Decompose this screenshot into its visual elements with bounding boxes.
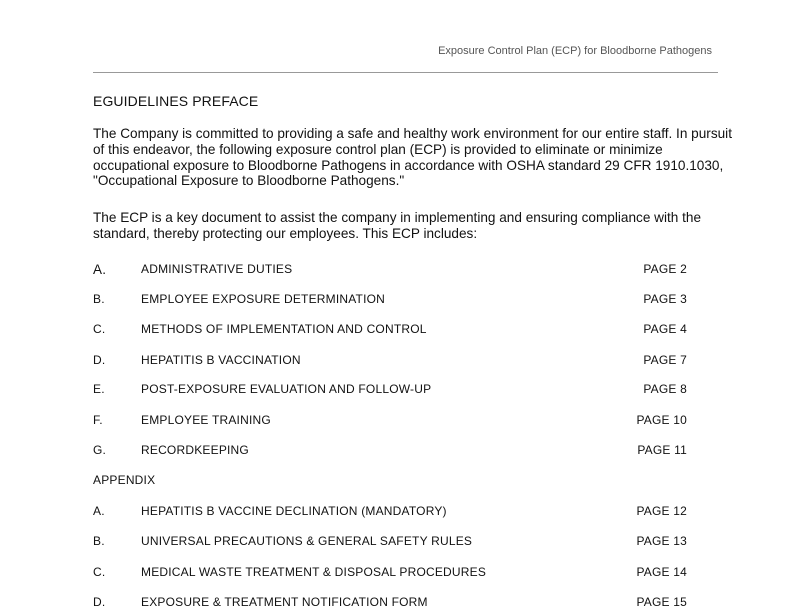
appendix-item-page: PAGE 15 — [636, 595, 687, 609]
toc-item-title: METHODS OF IMPLEMENTATION AND CONTROL — [141, 322, 427, 336]
appendix-item-title: MEDICAL WASTE TREATMENT & DISPOSAL PROCEDURES — [141, 565, 487, 579]
appendix-item-title: EXPOSURE & TREATMENT NOTIFICATION FORM — [141, 595, 428, 609]
toc-item-g — [93, 443, 693, 459]
appendix-item-letter: D. — [93, 595, 106, 609]
toc-item-d — [93, 353, 693, 369]
appendix-item-page: PAGE 13 — [636, 534, 687, 548]
toc-item-page: PAGE 4 — [643, 322, 687, 336]
appendix-heading: APPENDIX — [93, 473, 156, 487]
toc-item-title: POST-EXPOSURE EVALUATION AND FOLLOW-UP — [141, 382, 432, 396]
toc-item-letter: E. — [93, 382, 105, 396]
toc-item-c — [93, 322, 693, 338]
toc-item-page: PAGE 11 — [637, 443, 687, 457]
toc-item-page: PAGE 8 — [643, 382, 687, 396]
toc-item-letter: G. — [93, 443, 107, 457]
toc-item-title: EMPLOYEE EXPOSURE DETERMINATION — [141, 292, 386, 306]
toc-item-b — [93, 292, 693, 308]
section-title: EGUIDELINES PREFACE — [93, 93, 259, 109]
appendix-item-title: UNIVERSAL PRECAUTIONS & GENERAL SAFETY RULES — [141, 534, 473, 548]
appendix-item-b — [93, 534, 693, 550]
toc-item-letter: D. — [93, 353, 106, 367]
appendix-item-letter: B. — [93, 534, 105, 548]
toc-item-page: PAGE 2 — [643, 262, 687, 276]
header-divider — [93, 72, 718, 73]
toc-item-title: EMPLOYEE TRAINING — [141, 413, 271, 427]
toc-item-page: PAGE 10 — [636, 413, 687, 427]
appendix-item-c — [93, 565, 693, 581]
appendix-item-letter: A. — [93, 504, 105, 518]
toc-item-letter: B. — [93, 292, 105, 306]
preface-paragraph-1: The Company is committed to providing a safe and healthy work environment for our entire staff. In pursuit of this endeavor, the following exposure control plan (ECP) is provided to eliminate or minimize occupational exposure to Bloodborne Pathogens in accordance with OSHA standard 29 CFR 1910.1030, "Occupational Exposure to Bloodborne Pathogens." — [93, 126, 732, 189]
appendix-item-title: HEPATITIS B VACCINE DECLINATION (MANDATORY) — [141, 504, 447, 518]
toc-item-title: RECORDKEEPING — [141, 443, 249, 457]
appendix-item-page: PAGE 12 — [636, 504, 687, 518]
appendix-item-letter: C. — [93, 565, 106, 579]
toc-item-title: ADMINISTRATIVE DUTIES — [141, 262, 293, 276]
toc-item-letter: A. — [93, 262, 107, 277]
running-header: Exposure Control Plan (ECP) for Bloodborne Pathogens — [438, 45, 712, 57]
toc-item-letter: F. — [93, 413, 103, 427]
appendix-item-a — [93, 504, 693, 520]
preface-paragraph-2: The ECP is a key document to assist the company in implementing and ensuring compliance with the standard, thereby protecting our employees. This ECP includes: — [93, 210, 702, 241]
appendix-item-d — [93, 595, 693, 611]
toc-item-page: PAGE 7 — [643, 353, 687, 367]
toc-item-title: HEPATITIS B VACCINATION — [141, 353, 301, 367]
toc-item-e — [93, 382, 693, 398]
toc-item-page: PAGE 3 — [643, 292, 687, 306]
toc-item-f — [93, 413, 693, 429]
toc-item-letter: C. — [93, 322, 106, 336]
toc-item-a — [93, 262, 693, 278]
appendix-item-page: PAGE 14 — [636, 565, 687, 579]
